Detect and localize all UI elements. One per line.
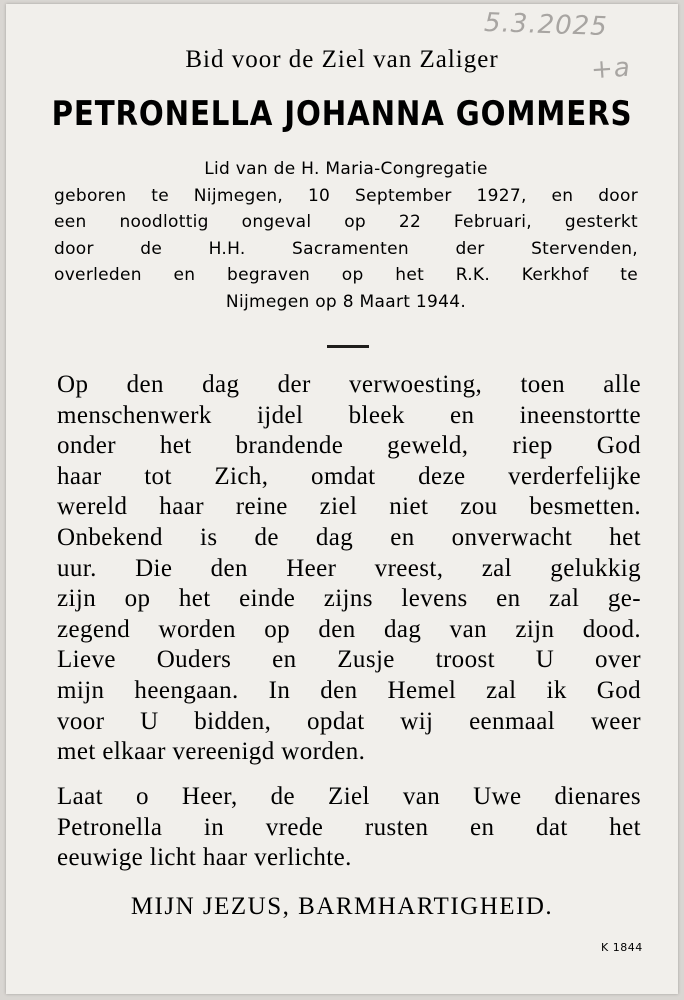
text-line: menschenwerk ijdel bleek en ineenstortte [57, 401, 641, 429]
bio-line: overleden en begraven op het R.K. Kerkhof te [54, 265, 638, 286]
bio-line: Lid van de H. Maria-Congregatie [204, 159, 488, 179]
bio-line: een noodlottig ongeval op 22 Februari, gesterkt [54, 212, 638, 233]
closing-prayer [57, 782, 641, 874]
closing-line: Laat o Heer, de Ziel van Uwe dienares [57, 783, 641, 810]
text-line: Onbekend is de dag en onverwacht het [57, 523, 641, 551]
text-line: uur. Die den Heer vreest, zal gelukkig [57, 554, 641, 582]
text-line: mijn heengaan. In den Hemel zal ik God [57, 676, 641, 704]
bio-line: door de H.H. Sacramenten der Stervenden, [54, 238, 638, 259]
text-line: zijn op het einde zijns levens en zal ge- [57, 585, 641, 613]
bio-line: Nijmegen op 8 Maart 1944. [225, 291, 467, 312]
print-reference: K 1844 [601, 941, 643, 954]
closing-line: Petronella in vrede rusten en dat het [57, 813, 641, 841]
memorial-text [57, 370, 641, 768]
text-line: wereld haar reine ziel niet zou besmetten. [57, 493, 641, 521]
prayer-heading: Bid voor de Ziel van Zaliger [185, 46, 499, 73]
deceased-name: PETRONELLA JOHANNA GOMMERS [51, 94, 633, 134]
biography [54, 156, 638, 316]
divider [327, 345, 369, 348]
text-line: onder het brandende geweld, riep God [57, 432, 641, 460]
text-line: zegend worden op den dag van zijn dood. [57, 615, 641, 643]
bio-line: geboren te Nijmegen, 10 September 1927, en door [54, 185, 638, 206]
text-line: Lieve Ouders en Zusje troost U over [57, 646, 641, 674]
text-line: Op den dag der verwoesting, toen alle [57, 371, 641, 398]
handwritten-reference: 5.3.2025 [483, 7, 609, 43]
text-line: voor U bidden, opdat wij eenmaal weer [57, 707, 641, 735]
motto: MIJN JEZUS, BARMHARTIGHEID. [130, 893, 554, 920]
closing-line: eeuwige licht haar verlichte. [57, 844, 352, 872]
handwritten-annotation: +a [590, 52, 632, 86]
text-line: haar tot Zich, omdat deze verderfelijke [57, 462, 641, 490]
text-line: met elkaar vereenigd worden. [57, 738, 366, 766]
